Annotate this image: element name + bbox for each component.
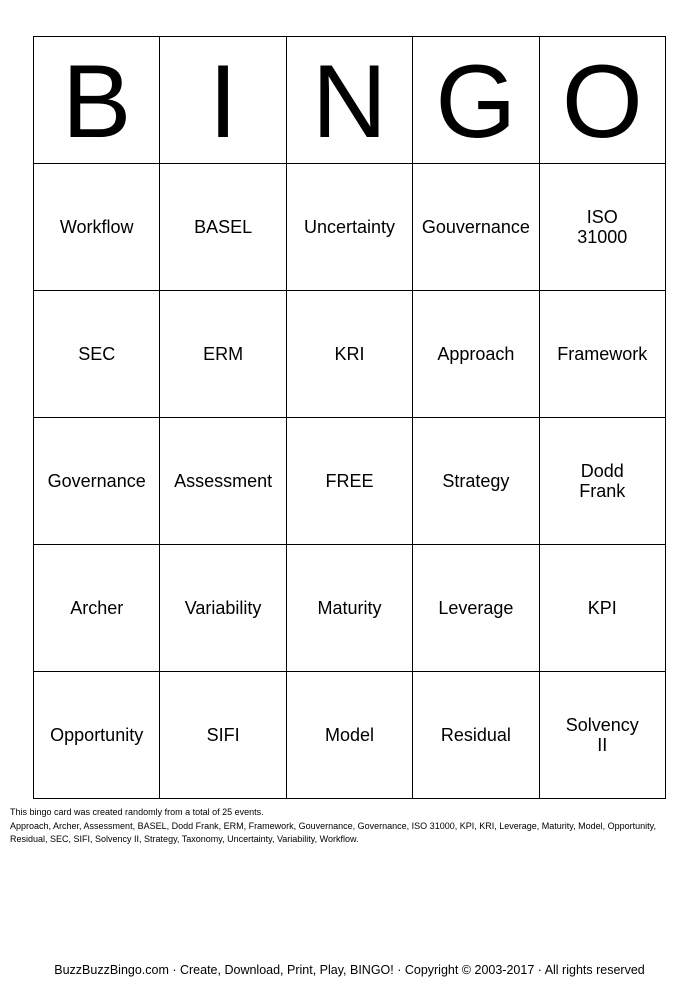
- card-cell: [160, 164, 286, 291]
- card-cell: [413, 418, 539, 545]
- cell-text: ERM: [203, 344, 244, 364]
- cell-text: Approach: [437, 344, 515, 364]
- card-cell: [539, 291, 665, 418]
- header-row: [34, 37, 666, 164]
- card-cell: [539, 418, 665, 545]
- info-summary: This bingo card was created randomly from a total of 25 events.: [10, 807, 264, 817]
- header-letter: B: [62, 44, 132, 160]
- card-cell: [539, 545, 665, 672]
- header-cell-n: [286, 37, 412, 164]
- card-cell: [286, 545, 412, 672]
- info-event-list: Approach, Archer, Assessment, BASEL, Dodd Frank, ERM, Framework, Gouvernance, Governance, ISO 31000, KPI, KRI, Leverage, Maturity, Model, Opportunity,: [10, 820, 656, 831]
- card-cell: [539, 164, 665, 291]
- card-cell: [160, 545, 286, 672]
- card-cell: [286, 291, 412, 418]
- card-cell: [160, 418, 286, 545]
- footer-copyright: BuzzBuzzBingo.com · Create, Download, Print, Play, BINGO! · Copyright © 2003-2017 · All rights reserved: [54, 963, 645, 977]
- card-cell: [160, 672, 286, 799]
- cell-text: KRI: [334, 344, 365, 364]
- cell-text: Solvency II: [565, 715, 639, 755]
- free-text: FREE: [325, 471, 374, 491]
- card-info: [10, 806, 692, 847]
- cell-text: KPI: [587, 598, 617, 618]
- card-cell: [413, 672, 539, 799]
- cell-text: SIFI: [206, 725, 240, 745]
- cell-text: Assessment: [174, 471, 273, 491]
- cell-text: Model: [324, 725, 374, 745]
- cell-text: ISO 31000: [577, 207, 628, 247]
- cell-text: Uncertainty: [303, 217, 395, 237]
- card-cell: [160, 291, 286, 418]
- cell-text: Workflow: [59, 217, 134, 237]
- info-event-list-continued: Residual, SEC, SIFI, Solvency II, Strategy, Taxonomy, Uncertainty, Variability, Workflow.: [10, 834, 359, 844]
- header-letter: O: [561, 44, 643, 160]
- cell-text: Dodd Frank: [579, 461, 626, 501]
- card-row: [34, 164, 666, 291]
- header-letter: G: [435, 44, 517, 160]
- card-row: [34, 291, 666, 418]
- free-cell: [286, 418, 412, 545]
- card-cell: [34, 672, 160, 799]
- header-letter: I: [208, 44, 238, 160]
- card-row: [34, 418, 666, 545]
- header-cell-o: [539, 37, 665, 164]
- card-cell: [34, 291, 160, 418]
- header-cell-i: [160, 37, 286, 164]
- card-cell: [413, 164, 539, 291]
- cell-text: Archer: [70, 598, 124, 618]
- card-cell: [539, 672, 665, 799]
- cell-text: Leverage: [438, 598, 514, 618]
- card-cell: [34, 164, 160, 291]
- card-cell: [286, 164, 412, 291]
- card-cell: [286, 672, 412, 799]
- cell-text: SEC: [78, 344, 116, 364]
- cell-text: Variability: [184, 598, 262, 618]
- card-cell: [34, 545, 160, 672]
- cell-text: Gouvernance: [421, 217, 530, 237]
- header-letter: N: [311, 44, 388, 160]
- card-cell: [413, 545, 539, 672]
- cell-text: Opportunity: [50, 725, 144, 745]
- card-row: [34, 672, 666, 799]
- cell-text: Framework: [557, 344, 648, 364]
- card-row: [34, 545, 666, 672]
- header-cell-g: [413, 37, 539, 164]
- cell-text: Governance: [47, 471, 146, 491]
- cell-text: Strategy: [442, 471, 510, 491]
- cell-text: Maturity: [317, 598, 382, 618]
- card-cell: [34, 418, 160, 545]
- bingo-card: [33, 36, 666, 799]
- card-cell: [413, 291, 539, 418]
- cell-text: BASEL: [194, 217, 253, 237]
- cell-text: Residual: [440, 725, 511, 745]
- header-cell-b: [34, 37, 160, 164]
